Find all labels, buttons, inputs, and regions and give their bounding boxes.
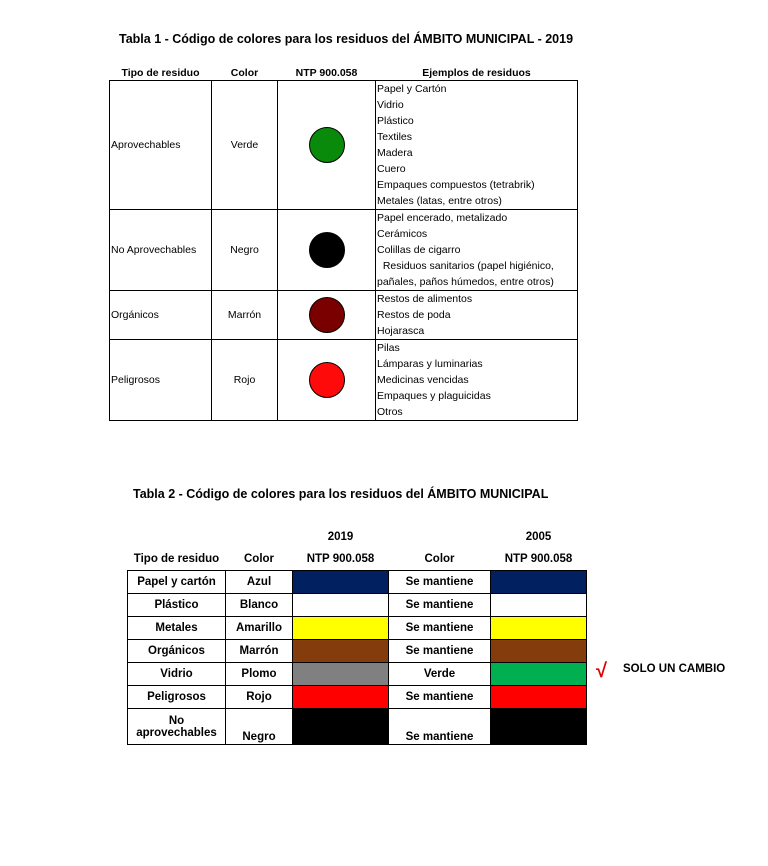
swatch-2019 — [293, 709, 389, 745]
example-item: Cuero — [377, 163, 406, 175]
example-item: Lámparas y luminarias — [377, 358, 483, 370]
table2-color: Negro — [226, 709, 293, 745]
year-2005-label: 2005 — [525, 531, 552, 543]
swatch-2019 — [293, 594, 389, 617]
table-row — [128, 709, 587, 745]
color-circle — [309, 362, 345, 398]
table2-color: Plomo — [226, 663, 293, 686]
table1-tipo: No Aprovechables — [110, 210, 212, 291]
swatch-2019 — [293, 686, 389, 709]
table2-tipo: Plástico — [128, 594, 226, 617]
table2-header-ntp-2005: NTP 900.058 — [504, 553, 573, 565]
table2-color: Azul — [226, 571, 293, 594]
table2-color-2005: Se mantiene — [389, 617, 491, 640]
table2-tipo-line1: No — [168, 714, 185, 727]
table1-tipo: Orgánicos — [110, 291, 212, 340]
table1-header-ejemplos: Ejemplos de residuos — [422, 67, 531, 79]
table-row — [128, 617, 587, 640]
color-circle — [309, 232, 345, 268]
table2-tipo: Metales — [128, 617, 226, 640]
example-item: Colillas de cigarro — [377, 244, 461, 256]
example-item: Papel encerado, metalizado — [377, 212, 508, 224]
table2-color: Amarillo — [226, 617, 293, 640]
year-2019-label: 2019 — [327, 531, 354, 543]
table1-color: Rojo — [212, 340, 278, 421]
table1-header-ntp: NTP 900.058 — [295, 67, 358, 79]
table-row — [110, 210, 578, 291]
table-row — [128, 640, 587, 663]
table1-swatch-cell — [278, 210, 376, 291]
table2-color-2005: Se mantiene — [389, 709, 491, 745]
check-mark-icon: √ — [596, 660, 607, 682]
swatch-2005 — [491, 640, 587, 663]
table1-header-tipo: Tipo de residuo — [121, 67, 200, 79]
table2-header-color: Color — [243, 553, 275, 565]
table1-tipo: Peligrosos — [110, 340, 212, 421]
table2-color: Blanco — [226, 594, 293, 617]
table2-color: Rojo — [226, 686, 293, 709]
table2-header-tipo: Tipo de residuo — [133, 553, 220, 565]
color-circle — [309, 297, 345, 333]
table-row — [110, 340, 578, 421]
swatch-2005 — [491, 686, 587, 709]
table2-header-color-2005: Color — [424, 553, 455, 565]
table2-tipo: Peligrosos — [128, 686, 226, 709]
table2-color-2005: Se mantiene — [389, 571, 491, 594]
table2-header-ntp-2019: NTP 900.058 — [306, 553, 375, 565]
swatch-2005 — [491, 594, 587, 617]
example-item: pañales, paños húmedos, entre otros) — [377, 276, 554, 288]
table2-color-2005: Verde — [389, 663, 491, 686]
table1-tipo: Aprovechables — [110, 81, 212, 210]
swatch-2005 — [491, 663, 587, 686]
table2-tipo — [128, 709, 226, 745]
table-row — [128, 663, 587, 686]
table2 — [127, 526, 587, 745]
example-item: Hojarasca — [377, 325, 425, 337]
swatch-2005 — [491, 617, 587, 640]
example-item: Restos de poda — [377, 309, 451, 321]
table-row — [110, 81, 578, 210]
example-item: Vidrio — [377, 99, 404, 111]
swatch-2019 — [293, 640, 389, 663]
table1-ejemplos — [376, 210, 578, 291]
swatch-2019 — [293, 663, 389, 686]
example-item: Medicinas vencidas — [377, 374, 469, 386]
table1-ejemplos — [376, 291, 578, 340]
table2-tipo: Orgánicos — [128, 640, 226, 663]
table1-ejemplos — [376, 81, 578, 210]
table2-header-row — [128, 548, 587, 571]
table1-header-color: Color — [230, 67, 259, 79]
table2-title: Tabla 2 - Código de colores para los residuos del ÁMBITO MUNICIPAL — [133, 487, 549, 501]
table1-swatch-cell — [278, 291, 376, 340]
table-row — [128, 594, 587, 617]
swatch-2019 — [293, 571, 389, 594]
example-item: Papel y Cartón — [377, 83, 447, 95]
table2-year-row — [128, 526, 587, 548]
table2-color-2005: Se mantiene — [389, 686, 491, 709]
table1-header-row — [110, 66, 578, 81]
table1-color: Negro — [212, 210, 278, 291]
swatch-2019 — [293, 617, 389, 640]
example-item: Restos de alimentos — [377, 293, 473, 305]
table2-color-2005: Se mantiene — [389, 594, 491, 617]
example-item: Plástico — [377, 115, 414, 127]
table1-title: Tabla 1 - Código de colores para los residuos del ÁMBITO MUNICIPAL - 2019 — [119, 32, 574, 46]
example-item: Empaques y plaguicidas — [377, 390, 491, 402]
swatch-2005 — [491, 571, 587, 594]
table1-color: Verde — [212, 81, 278, 210]
table2-tipo-line2: aprovechables — [136, 726, 217, 739]
table1-swatch-cell — [278, 340, 376, 421]
table1 — [109, 66, 578, 421]
example-item: Residuos sanitarios (papel higiénico, — [377, 260, 554, 272]
example-item: Madera — [377, 147, 413, 159]
example-item: Textiles — [377, 131, 413, 143]
table1-color: Marrón — [212, 291, 278, 340]
table2-tipo: Vidrio — [128, 663, 226, 686]
example-item: Cerámicos — [377, 228, 428, 240]
table-row — [128, 571, 587, 594]
table2-color: Marrón — [226, 640, 293, 663]
table2-tipo: Papel y cartón — [128, 571, 226, 594]
swatch-2005 — [491, 709, 587, 745]
color-circle — [309, 127, 345, 163]
table-row — [110, 291, 578, 340]
example-item: Otros — [377, 406, 403, 418]
change-note: SOLO UN CAMBIO — [623, 663, 726, 675]
table-row — [128, 686, 587, 709]
example-item: Metales (latas, entre otros) — [377, 195, 502, 207]
table2-color-2005: Se mantiene — [389, 640, 491, 663]
table1-swatch-cell — [278, 81, 376, 210]
table1-ejemplos — [376, 340, 578, 421]
example-item: Empaques compuestos (tetrabrik) — [377, 179, 535, 191]
example-item: Pilas — [377, 342, 400, 354]
